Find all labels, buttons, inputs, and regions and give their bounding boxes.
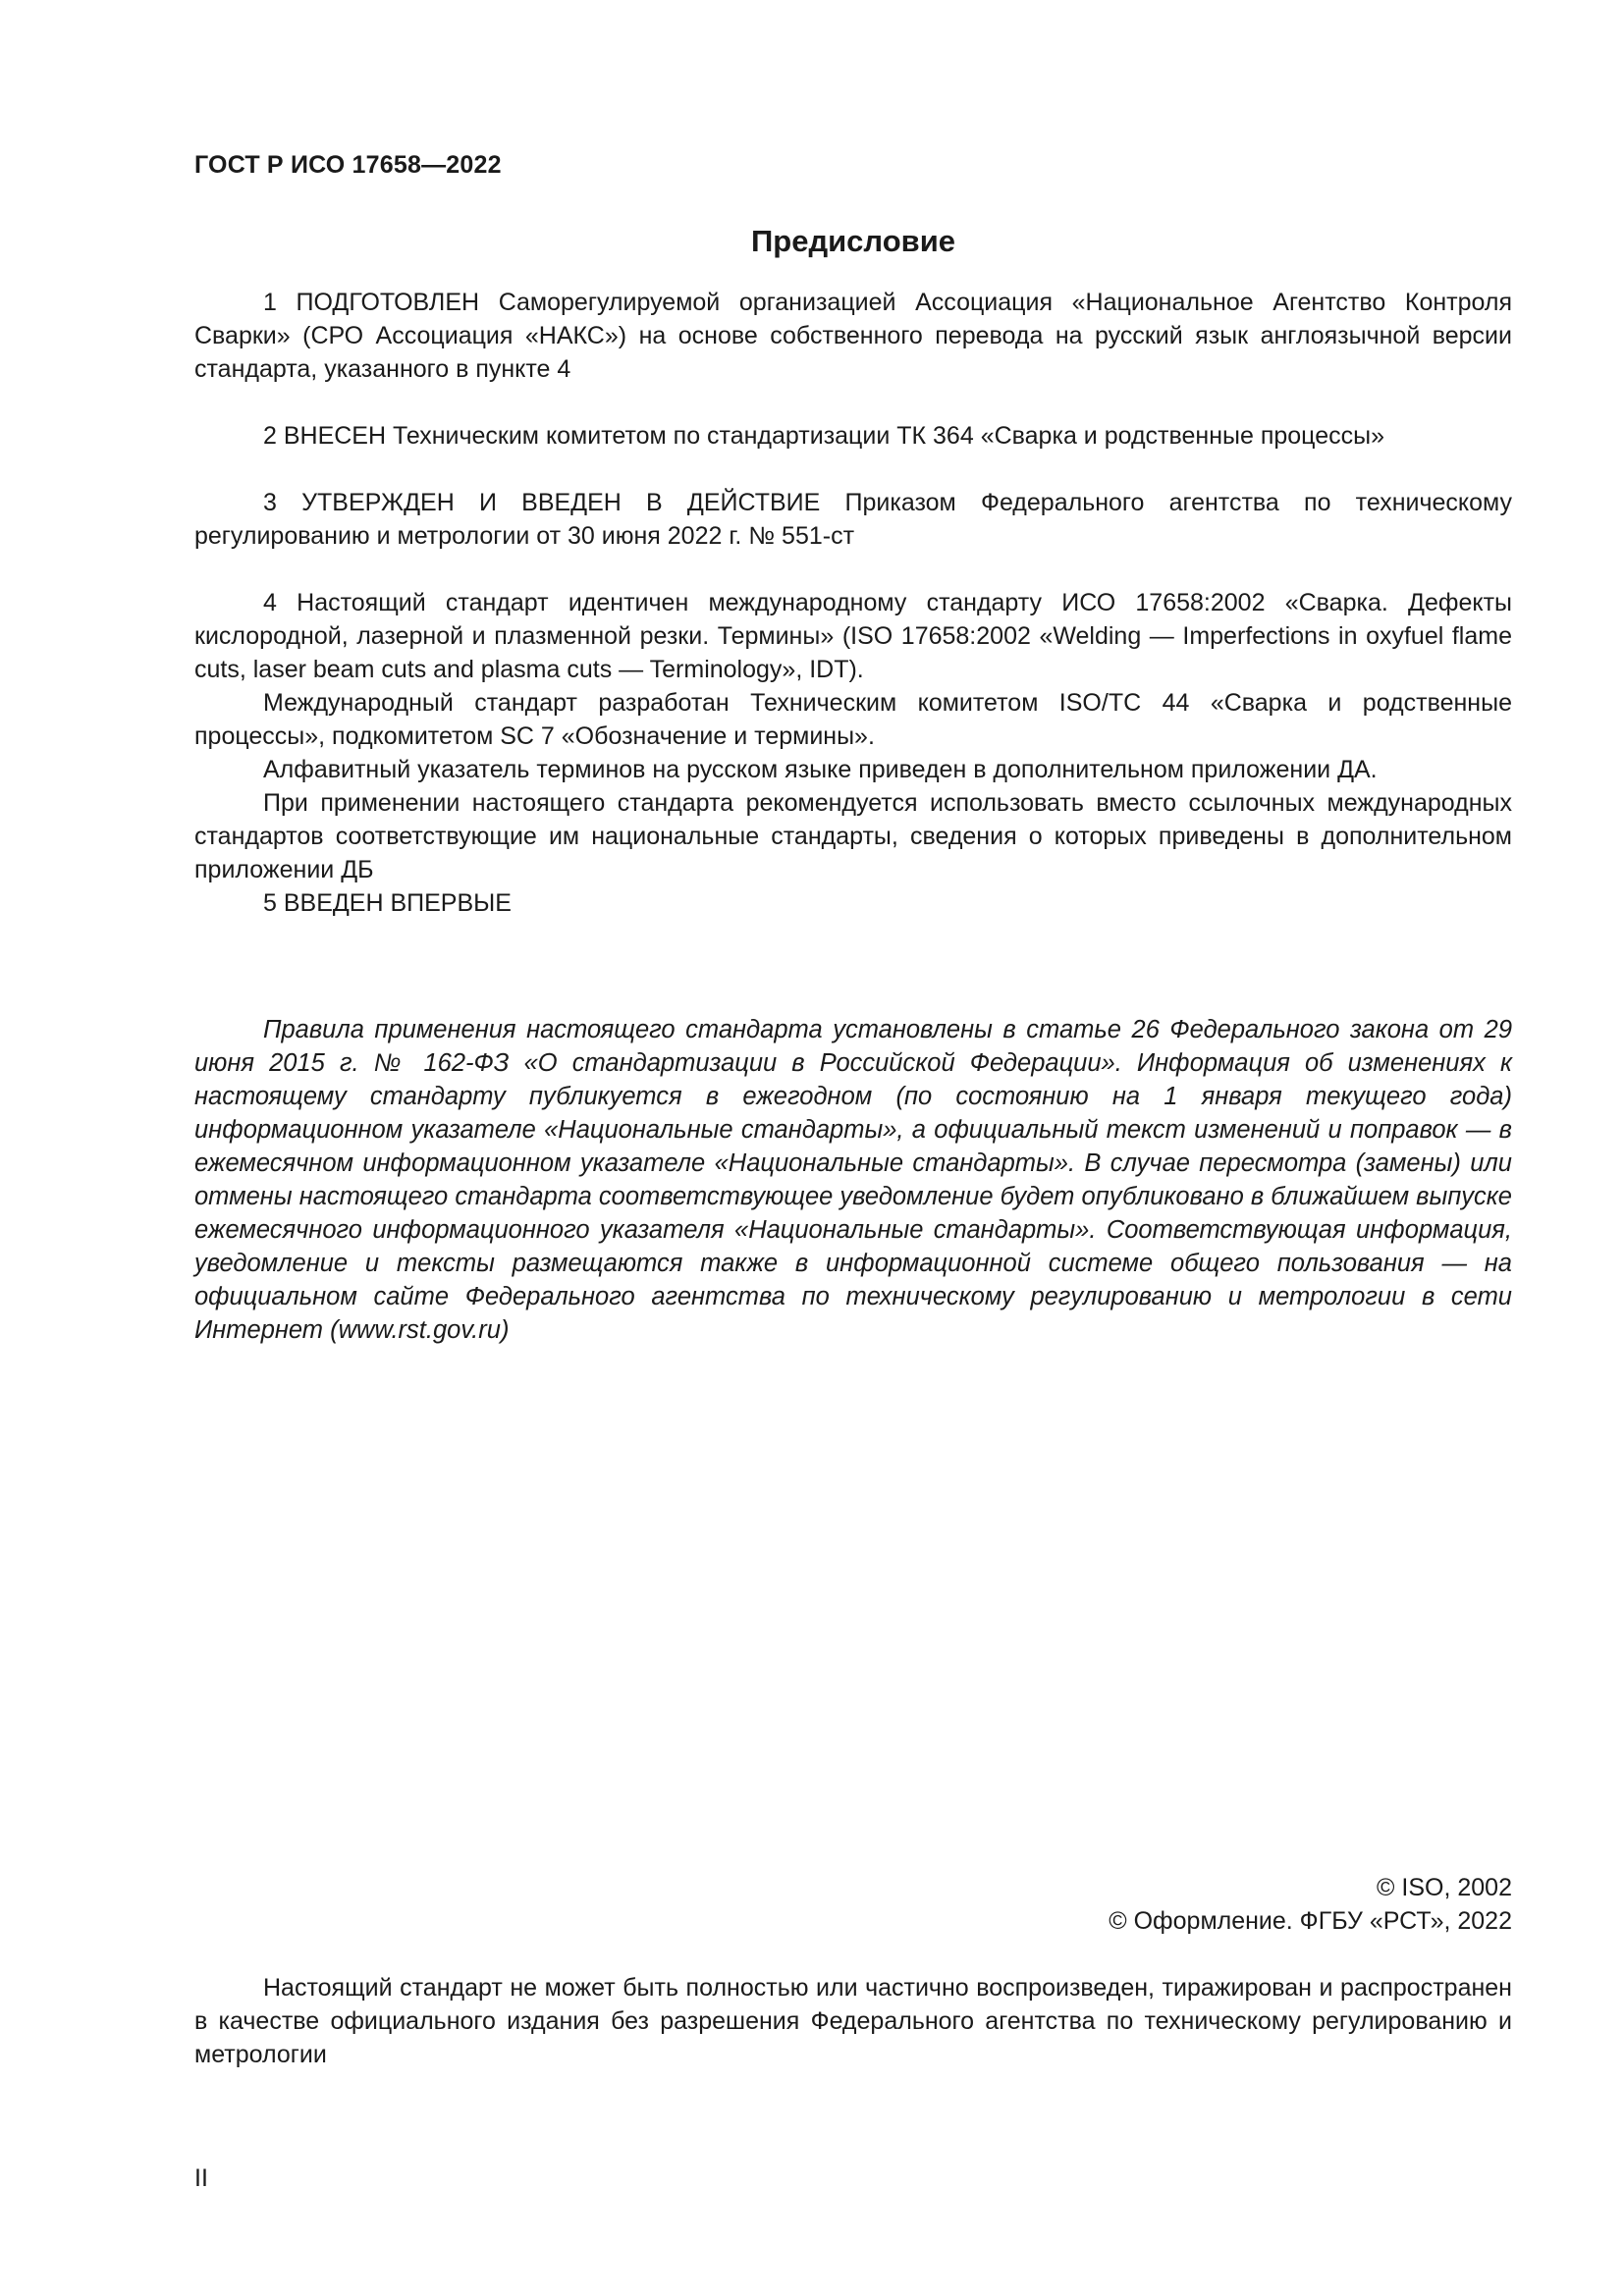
rules-notice: [194, 1013, 1512, 1347]
page-number: II: [194, 2164, 208, 2192]
rules-notice-text: Правила применения настоящего стандарта установлены в статье 26 Федерального закона от 29 июня 2015 г. № 162-ФЗ «О стандартизации в Российской Федерации». Информация об изменениях к настоящему стандарту публикуется в ежегодном (по состоянию на 1 января текущего года) информационном указателе «Национальные стандарты», а официальный текст изменений и поправок — в ежемесячном информационном указателе «Национальные стандарты». В случае пересмотра (замены) или отмены настоящего стандарта соответствующее уведомление будет опубликовано в ближайшем выпуске ежемесячного информационного указателя «Национальные стандарты». Соответствующая информация, уведомление и тексты размещаются также в информационной системе общего пользования — на официальном сайте Федерального агентства по техническому регулированию и метрологии в сети Интернет (www.rst.gov.ru): [194, 1016, 1512, 1344]
copyright-design: © Оформление. ФГБУ «РСТ», 2022: [1109, 1907, 1512, 1935]
preface-title: Предисловие: [750, 224, 955, 258]
copyright-iso: © ISO, 2002: [1377, 1874, 1512, 1901]
preface-item-4-tc: Международный стандарт разработан Техническим комитетом ISO/TC 44 «Сварка и родственные процессы», подкомитетом SC 7 «Обозначение и термины».: [194, 689, 1512, 750]
preface-item-5: 5 ВВЕДЕН ВПЕРВЫЕ: [263, 889, 512, 917]
preface-item-4: 4 Настоящий стандарт идентичен международному стандарту ИСО 17658:2002 «Сварка. Дефекты кислородной, лазерной и плазменной резки. Термины» (ISO 17658:2002 «Welding — Imperfections in oxyfuel flame cuts, laser beam cuts and plasma cuts — Terminology», IDT).: [194, 589, 1512, 683]
preface-item-4-index: Алфавитный указатель терминов на русском языке приведен в дополнительном приложении ДА.: [263, 756, 1378, 783]
reproduction-notice: Настоящий стандарт не может быть полностью или частично воспроизведен, тиражирован и распространен в качестве официального издания без разрешения Федерального агентства по техническому регулированию и метрологии: [194, 1974, 1512, 2068]
preface-item-2: 2 ВНЕСЕН Техническим комитетом по стандартизации ТК 364 «Сварка и родственные процессы»: [263, 422, 1384, 450]
preface-item-3: 3 УТВЕРЖДЕН И ВВЕДЕН В ДЕЙСТВИЕ Приказом Федерального агентства по техническому регулированию и метрологии от 30 июня 2022 г. № 551-ст: [194, 489, 1512, 550]
preface-item-1: 1 ПОДГОТОВЛЕН Саморегулируемой организацией Ассоциация «Национальное Агентство Контроля Сварки» (СРО Ассоциация «НАКС») на основе собственного перевода на русский язык англоязычной версии стандарта, указанного в пункте 4: [194, 289, 1512, 383]
preface-item-4-references: При применении настоящего стандарта рекомендуется использовать вместо ссылочных международных стандартов соответствующие им национальные стандарты, сведения о которых приведены в дополнительном приложении ДБ: [194, 789, 1512, 883]
document-code: ГОСТ Р ИСО 17658—2022: [194, 151, 502, 179]
